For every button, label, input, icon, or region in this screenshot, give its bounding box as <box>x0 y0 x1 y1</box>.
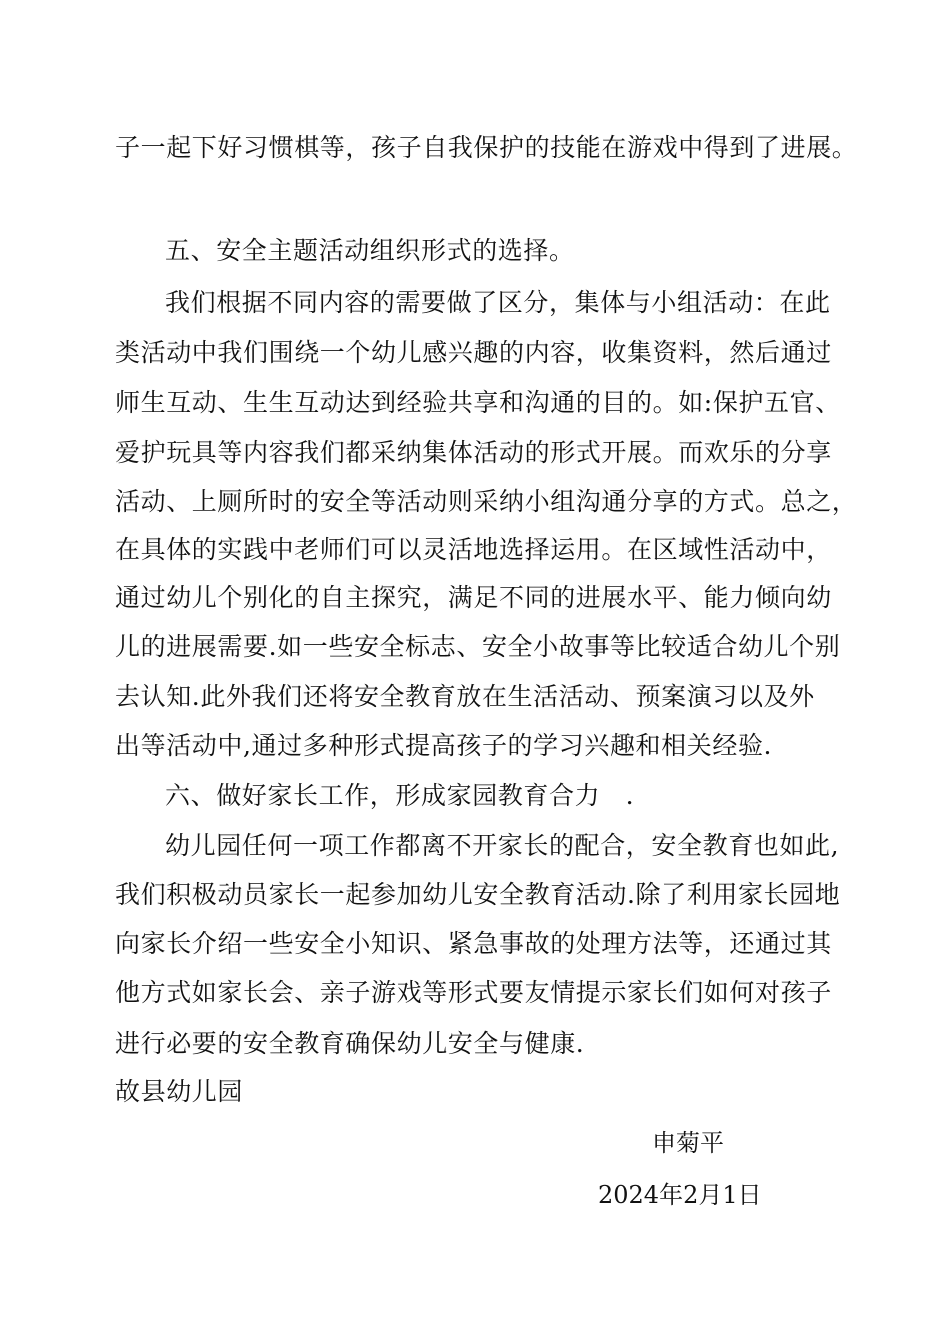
section-5-paragraph-line: 通过幼儿个别化的自主探究，满足不同的进展水平、能力倾向幼 <box>115 583 832 612</box>
organization-name: 故县幼儿园 <box>115 1077 244 1106</box>
section-6-paragraph-line: 他方式如家长会、亲子游戏等形式要友情提示家长们如何对孩子 <box>115 978 832 1007</box>
section-5-heading: 五、安全主题活动组织形式的选择。 <box>165 236 575 265</box>
paragraph-continuation: 子一起下好习惯棋等，孩子自我保护的技能在游戏中得到了进展。 <box>115 133 858 162</box>
section-6-paragraph-line: 我们积极动员家长一起参加幼儿安全教育活动.除了利用家长园地 <box>115 880 841 909</box>
section-5-paragraph-line: 活动、上厕所时的安全等活动则采纳小组沟通分享的方式。总之， <box>115 487 858 516</box>
section-5-paragraph-line: 我们根据不同内容的需要做了区分，集体与小组活动：在此 <box>165 288 831 317</box>
section-5-paragraph-line: 在具体的实践中老师们可以灵活地选择运用。在区域性活动中， <box>115 535 832 564</box>
author-name: 申菊平 <box>652 1129 724 1157</box>
section-5-paragraph-line: 儿的进展需要.如一些安全标志、安全小故事等比较适合幼儿个别 <box>115 632 841 661</box>
section-6-heading: 六、做好家长工作，形成家园教育合力 ． <box>165 781 652 810</box>
section-6-paragraph-line: 向家长介绍一些安全小知识、紧急事故的处理方法等，还通过其 <box>115 929 832 958</box>
section-6-paragraph-line: 进行必要的安全教育确保幼儿安全与健康. <box>115 1029 585 1058</box>
section-5-paragraph-line: 爱护玩具等内容我们都采纳集体活动的形式开展。而欢乐的分享 <box>115 438 832 467</box>
section-5-paragraph-line: 类活动中我们围绕一个幼儿感兴趣的内容，收集资料，然后通过 <box>115 338 832 367</box>
section-6-paragraph-line: 幼儿园任何一项工作都离不开家长的配合，安全教育也如此, <box>165 831 840 860</box>
section-5-paragraph-line: 师生互动、生生互动达到经验共享和沟通的目的。如:保护五官、 <box>115 388 841 417</box>
document-date: 2024年2月1日 <box>598 1181 762 1209</box>
section-5-paragraph-line: 去认知.此外我们还将安全教育放在生活活动、预案演习以及外 <box>115 682 815 711</box>
section-5-paragraph-line: 出等活动中,通过多种形式提高孩子的学习兴趣和相关经验. <box>115 731 773 760</box>
